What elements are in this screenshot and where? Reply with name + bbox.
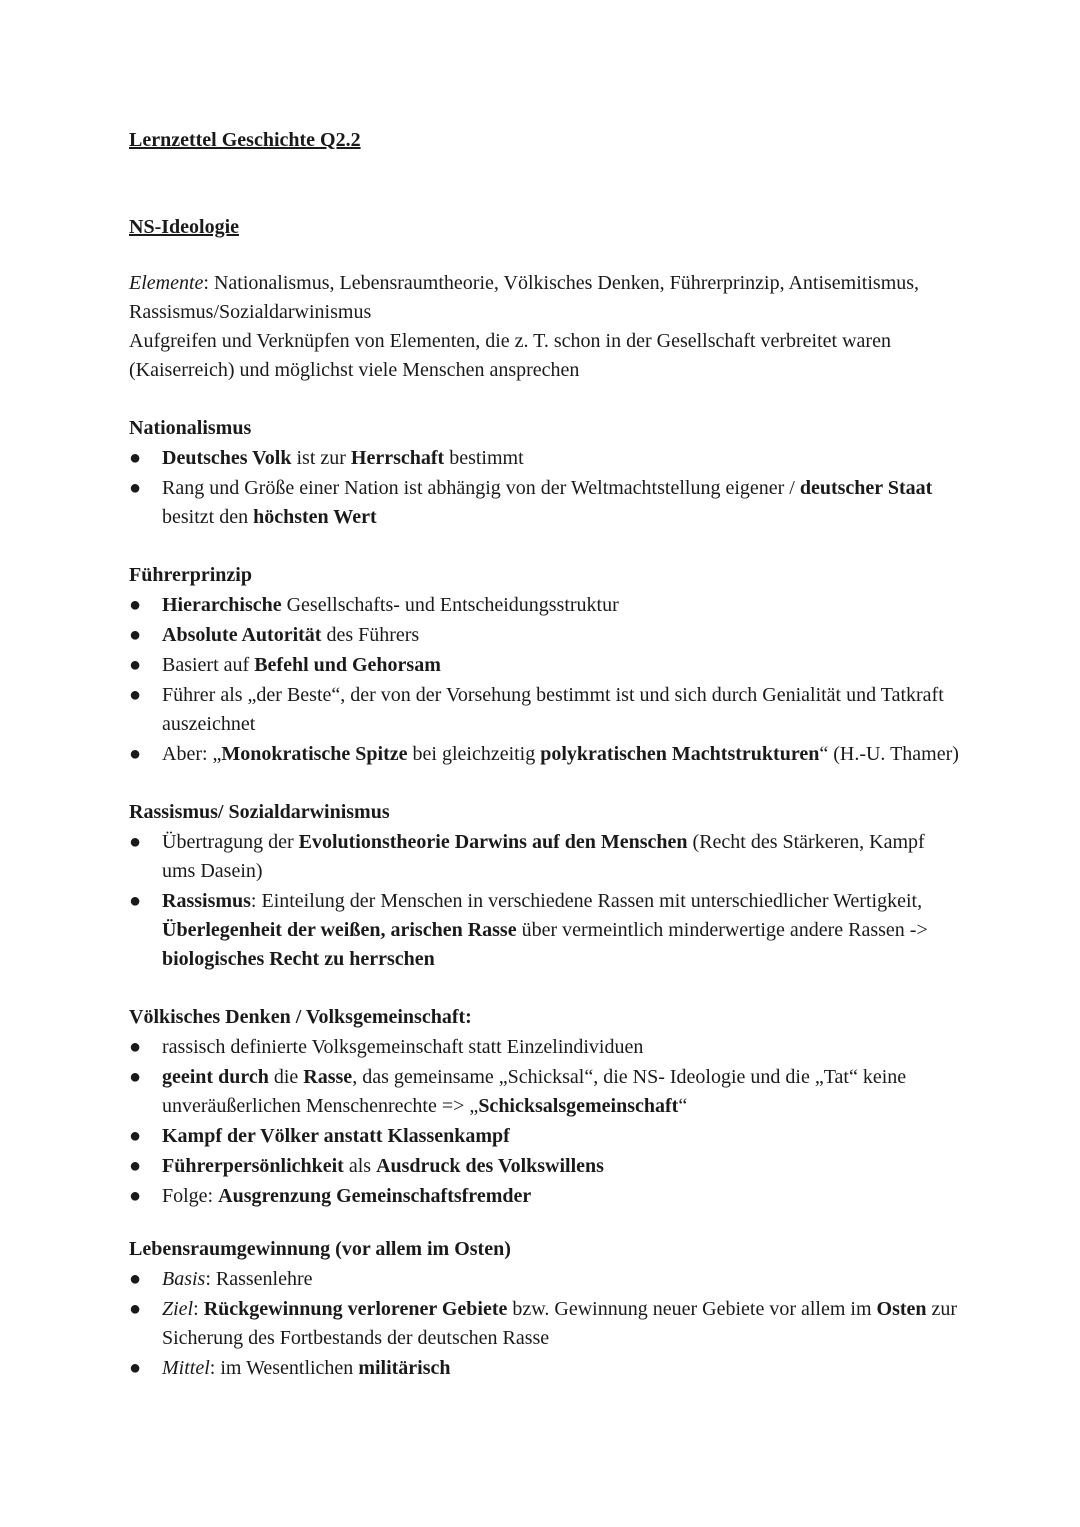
bullet-icon: ● [129, 1357, 142, 1379]
elements-line [129, 269, 959, 327]
intro-paragraph: Aufgreifen und Verknüpfen von Elementen, die z. T. schon in der Gesellschaft verbreitet waren (Kaiserreich) und möglichst viele Menschen ansprechen [129, 330, 891, 381]
text-run: des Führers [321, 624, 420, 646]
heading-fuehrerprinzip: Führerprinzip [129, 564, 252, 586]
list-item [129, 1122, 959, 1151]
text-run: bestimmt [444, 447, 524, 469]
text-run: : [193, 1298, 204, 1320]
list-item [129, 828, 959, 886]
list-item [129, 1182, 959, 1211]
text-run: besitzt den [162, 506, 254, 528]
text-run: ist zur [291, 447, 351, 469]
text-run: : Einteilung der Menschen in verschiedene Rassen mit unterschiedlicher Wertigkeit, [250, 890, 923, 912]
text-run: Evolutionstheorie Darwins auf den Menschen [298, 831, 688, 853]
text-run: Osten [876, 1298, 927, 1320]
block-nationalismus [129, 414, 959, 532]
text-run: Folge: [162, 1185, 219, 1207]
bullet-icon: ● [129, 1066, 142, 1088]
text-run: Ausgrenzung Gemeinschaftsfremder [218, 1185, 532, 1207]
text-run: Rückgewinnung verlorener Gebiete [203, 1298, 508, 1320]
text-run: Befehl und Gehorsam [254, 654, 441, 676]
text-run: bzw. Gewinnung neuer Gebiete vor allem im [507, 1298, 877, 1320]
bullet-icon: ● [129, 684, 142, 706]
list-item [129, 651, 959, 680]
bullet-icon: ● [129, 831, 142, 853]
bullet-icon: ● [129, 1125, 142, 1147]
text-run: (Recht des Stärkeren, Kampf ums Dasein) [162, 831, 925, 882]
text-run: Basiert auf [162, 654, 255, 676]
text-run: Übertragung der [162, 831, 299, 853]
bullet-icon: ● [129, 743, 142, 765]
heading-nationalismus: Nationalismus [129, 417, 252, 439]
section-title: NS-Ideologie [129, 216, 239, 238]
text-run: Kampf der Völker anstatt Klassenkampf [162, 1125, 510, 1147]
text-run: Hierarchische [162, 594, 282, 616]
bullet-icon: ● [129, 594, 142, 616]
text-run: polykratischen Machtstrukturen [540, 743, 820, 765]
bullet-icon: ● [129, 477, 142, 499]
text-run: deutscher Staat [799, 477, 933, 499]
list-fuehrerprinzip [129, 591, 959, 769]
block-lebensraum [129, 1235, 959, 1383]
list-lebensraum [129, 1265, 959, 1383]
text-run: Absolute Autorität [162, 624, 322, 646]
text-run: zur Sicherung des Fortbestands der deutschen Rasse [162, 1298, 958, 1349]
heading-lebensraum: Lebensraumgewinnung (vor allem im Osten) [129, 1238, 511, 1260]
bullet-icon: ● [129, 1268, 142, 1290]
text-run: Ausdruck des Volkswillens [376, 1155, 604, 1177]
text-run: Schicksalsgemeinschaft [478, 1095, 679, 1117]
text-run: Überlegenheit der weißen, arischen Rasse [162, 919, 517, 941]
list-item [129, 1063, 959, 1121]
text-run: : im Wesentlichen [209, 1357, 359, 1379]
text-run: , das gemeinsame „Schicksal“, die NS- Ideologie und die „Tat“ keine unveräußerlichen Menschenrechte => „ [162, 1066, 907, 1117]
block-voelkisch [129, 1003, 959, 1211]
text-run: Ziel [162, 1298, 194, 1320]
heading-voelkisch: Völkisches Denken / Volksgemeinschaft: [129, 1006, 472, 1028]
list-item [129, 1295, 959, 1353]
bullet-icon: ● [129, 654, 142, 676]
block-fuehrerprinzip [129, 561, 959, 769]
bullet-icon: ● [129, 890, 142, 912]
text-run: höchsten Wert [253, 506, 377, 528]
heading-rassismus: Rassismus/ Sozialdarwinismus [129, 801, 390, 823]
text-run: die [268, 1066, 304, 1088]
text-run: geeint durch [162, 1066, 269, 1088]
list-item [129, 740, 959, 769]
document-title: Lernzettel Geschichte Q2.2 [129, 129, 361, 151]
text-run: : Rassenlehre [205, 1268, 313, 1290]
list-rassismus [129, 828, 959, 974]
bullet-icon: ● [129, 624, 142, 646]
text-run: Herrschaft [350, 447, 445, 469]
bullet-icon: ● [129, 1185, 142, 1207]
list-item [129, 887, 959, 974]
bullet-icon: ● [129, 447, 142, 469]
text-run: Führer als „der Beste“, der von der Vorsehung bestimmt ist und sich durch Genialität und Tatkraft auszeichnet [162, 684, 944, 735]
text-run: Rang und Größe einer Nation ist abhängig von der Weltmachtstellung eigener / [162, 477, 800, 499]
list-item [129, 474, 959, 532]
bullet-icon: ● [129, 1155, 142, 1177]
text-run: über vermeintlich minderwertige andere Rassen -> [516, 919, 928, 941]
list-item [129, 1265, 959, 1294]
intro-block [129, 269, 959, 385]
text-run: “ (H.-U. Thamer) [819, 743, 959, 765]
bullet-icon: ● [129, 1298, 142, 1320]
text-run: Rasse [303, 1066, 353, 1088]
list-item [129, 1033, 959, 1062]
text-run: biologisches Recht zu herrschen [162, 948, 435, 970]
text-run: Aber: „ [162, 743, 222, 765]
text-run: als [343, 1155, 377, 1177]
text-run: “ [678, 1095, 688, 1117]
text-run: Rassismus [162, 890, 251, 912]
document-page [129, 126, 959, 1384]
text-run: Gesellschafts- und Entscheidungsstruktur [281, 594, 619, 616]
text-run: Führerpersönlichkeit [162, 1155, 344, 1177]
list-item [129, 621, 959, 650]
block-rassismus [129, 798, 959, 974]
list-nationalismus [129, 444, 959, 532]
list-item [129, 1354, 959, 1383]
elements-text: : Nationalismus, Lebensraumtheorie, Völkisches Denken, Führerprinzip, Antisemitismus, Rassismus/Sozialdarwinismus [129, 272, 920, 323]
list-item [129, 444, 959, 473]
text-run: Basis [162, 1268, 206, 1290]
bullet-icon: ● [129, 1036, 142, 1058]
text-run: bei gleichzeitig [407, 743, 541, 765]
text-run: rassisch definierte Volksgemeinschaft statt Einzelindividuen [162, 1036, 644, 1058]
list-item [129, 591, 959, 620]
list-voelkisch [129, 1033, 959, 1211]
text-run: Deutsches Volk [162, 447, 292, 469]
list-item [129, 1152, 959, 1181]
elements-label: Elemente [129, 272, 204, 294]
text-run: Monokratische Spitze [221, 743, 408, 765]
text-run: Mittel [162, 1357, 210, 1379]
text-run: militärisch [358, 1357, 451, 1379]
list-item [129, 681, 959, 739]
